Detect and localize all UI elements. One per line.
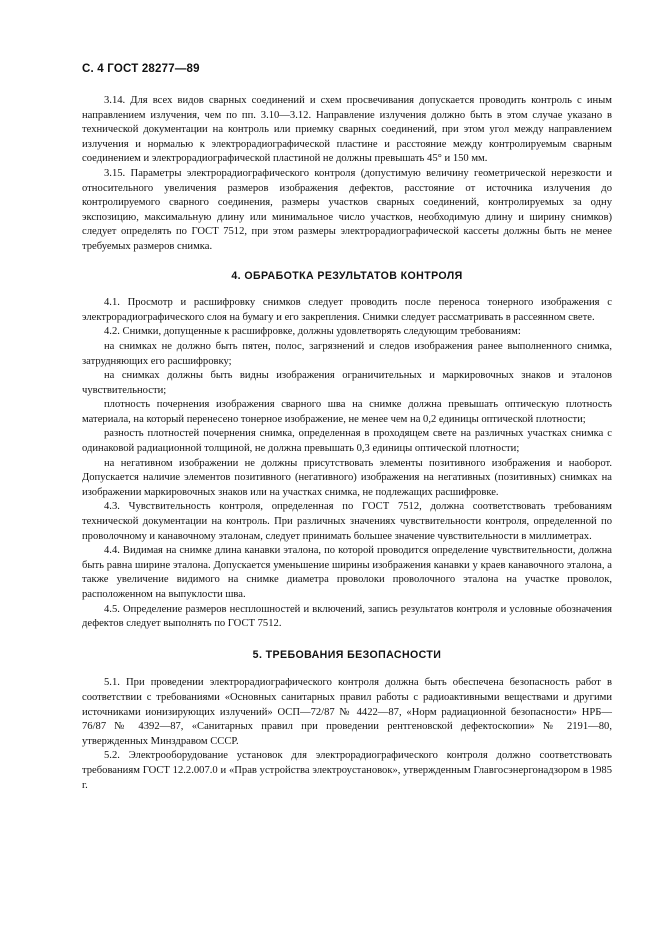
paragraph-3-14: 3.14. Для всех видов сварных соединений и схем просвечивания допускается проводить контроль с иным направлением излучения, чем по пп. 3.10—3.12. Направление излучения должно быть в этом случае указано в технической документации на контроль или приемку сварных соединений, при этом угол между направлением излучения и нормалью к электрорадиографической пластине и расстояние между контролируемым сварным соединением и электрорадиографической пластиной не должны превышать 45° и 150 мм.	[82, 95, 612, 165]
paragraph-5-2: 5.2. Электрооборудование установок для электрорадиографического контроля должно соответствовать требованиям ГОСТ 12.2.007.0 и «Прав устройства электроустановок», утвержденным Главгосэнергонадзором в 1985 г.	[82, 750, 612, 791]
requirement-item: на снимках должны быть видны изображения ограничительных и маркировочных знаков и эталонов чувствительности;	[82, 370, 612, 396]
requirement-item: разность плотностей почернения снимка, определенная в проходящем свете на различных участках снимка с одинаковой радиационной толщиной, не должна превышать 0,3 единицы оптической плотности;	[82, 428, 612, 455]
requirement-item: на снимках не должно быть пятен, полос, загрязнений и следов изображения ранее выполненного снимка, затрудняющих его расшифровку;	[82, 340, 612, 367]
paragraph-5-1: 5.1. При проведении электрорадиографического контроля должна быть обеспечена безопасность работ в соответствии с требованиями «Основных санитарных правил работы с радиоактивными веществами и другими источниками ионизирующих излучений» ОСП—72/87 № 4422—87, «Норм радиационной безопасности» НРБ—76/87 № 4392—87, «Санитарных правил при проведении рентгеновской дефектоскопии» № 2191—80, утвержденных Минздравом СССР.	[82, 677, 612, 747]
document-body	[82, 94, 612, 793]
page-header: С. 4 ГОСТ 28277—89	[82, 63, 200, 75]
paragraph-4-5: 4.5. Определение размеров несплошностей и включений, запись результатов контроля и условные обозначения дефектов следует выполнять по ГОСТ 7512.	[82, 603, 612, 630]
paragraph-4-1: 4.1. Просмотр и расшифровку снимков следует проводить после переноса тонерного изображения с электрорадиографического слоя на бумагу и его закрепления. Снимки следует рассматривать в рассеянном свете.	[82, 297, 612, 323]
requirement-item: плотность почернения изображения сварного шва на снимке должна превышать оптическую плотность материала, на который перенесено тонерное изображение, не менее чем на 0,2 единицы оптической плотности;	[82, 399, 612, 425]
section-5-title: 5. ТРЕБОВАНИЯ БЕЗОПАСНОСТИ	[252, 648, 442, 661]
requirement-item: на негативном изображении не должны присутствовать элементы позитивного изображения и наоборот. Допускается наличие элементов позитивного (негативного) изображения на негативных (позитивных) снимках на изображении маркировочных знаков или на участках снимка, не подлежащих расшифровке.	[82, 457, 612, 498]
paragraph-4-2: 4.2. Снимки, допущенные к расшифровке, должны удовлетворять следующим требованиям:	[104, 326, 521, 338]
paragraph-4-4: 4.4. Видимая на снимке длина канавки эталона, по которой проводится определение чувствительности, должна быть равна ширине эталона. Допускается уменьшение ширины изображения канавки у краев канавочного эталона, а также увеличение видимого на снимке диаметра проволоки проволочного эталона на участке проволок, расположенном на выпуклости шва.	[82, 545, 612, 600]
paragraph-4-3: 4.3. Чувствительность контроля, определенная по ГОСТ 7512, должна соответствовать требованиям технической документации на контроль. При различных значениях чувствительности контроля, определенной по проволочному и канавочному эталонам, следует принимать большее значение чувствительности в миллиметрах.	[82, 501, 612, 542]
paragraph-3-15: 3.15. Параметры электрорадиографического контроля (допустимую величину геометрической нерезкости и относительного увеличения размеров изображения дефектов, расстояние от источника излучения до контролируемого сварного соединения, размеры участков сварных соединений, контролируемых за одну экспозицию, максимальную длину или минимальное число участков, необходимую длину и ширину снимков) следует определять по ГОСТ 7512, при этом размеры электрорадиографической кассеты должны быть не менее требуемых размеров снимка.	[82, 167, 612, 252]
section-4-title: 4. ОБРАБОТКА РЕЗУЛЬТАТОВ КОНТРОЛЯ	[231, 269, 463, 282]
